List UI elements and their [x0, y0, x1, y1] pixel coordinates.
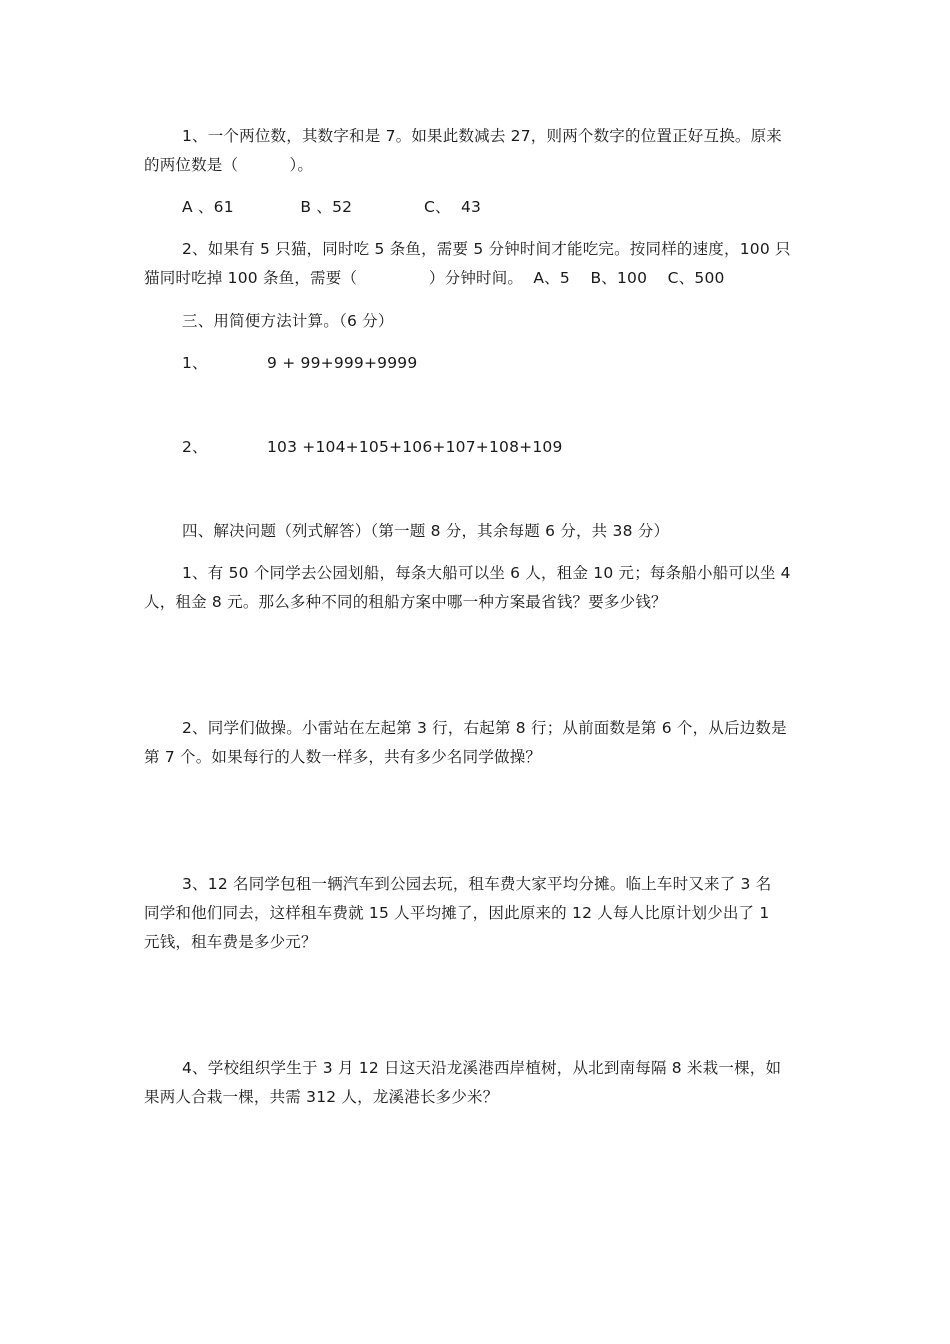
problem-2-line-1: 2、同学们做操。小雷站在左起第 3 行，右起第 8 行；从前面数是第 6 个，从后边数是 [182, 719, 787, 737]
question-1-line-1: 1、一个两位数，其数字和是 7。如果此数减去 27，则两个数字的位置正好互换。原来 [182, 127, 783, 145]
calc-1-number: 1、 [182, 354, 208, 372]
question-2-line-2: 猫同时吃掉 100 条鱼，需要（ ）分钟时间。 A、5 B、100 C、500 [144, 269, 725, 287]
question-2-line-1: 2、如果有 5 只猫，同时吃 5 条鱼，需要 5 分钟时间才能吃完。按同样的速度，100 只 [182, 240, 791, 258]
calc-1-expression: 9 + 99+999+9999 [267, 354, 418, 372]
problem-3-line-1: 3、12 名同学包租一辆汽车到公园去玩，租车费大家平均分摊。临上车时又来了 3 名 [182, 875, 772, 893]
section-4-title: 四、解决问题（列式解答）（第一题 8 分，其余每题 6 分，共 38 分） [182, 522, 670, 540]
question-1-line-2: 的两位数是（ ）。 [144, 156, 314, 174]
problem-3-line-2: 同学和他们同去，这样租车费就 15 人平均摊了，因此原来的 12 人每人比原计划少出了 1 [144, 904, 770, 922]
problem-3-line-3: 元钱，租车费是多少元？ [144, 933, 317, 951]
section-3-title: 三、用简便方法计算。（6 分） [182, 312, 394, 330]
calc-2-expression: 103 +104+105+106+107+108+109 [267, 438, 563, 456]
problem-2-line-2: 第 7 个。如果每行的人数一样多，共有多少名同学做操？ [144, 748, 542, 766]
problem-1-line-2: 人，租金 8 元。那么多种不同的租船方案中哪一种方案最省钱？要多少钱？ [144, 593, 667, 611]
problem-4-line-1: 4、学校组织学生于 3 月 12 日这天沿龙溪港西岸植树，从北到南每隔 8 米栽一棵，如 [182, 1059, 782, 1077]
question-1-options: A 、61 B 、52 C、 43 [182, 198, 482, 216]
calc-2-number: 2、 [182, 438, 208, 456]
problem-4-line-2: 果两人合栽一棵，共需 312 人，龙溪港长多少米？ [144, 1088, 499, 1106]
problem-1-line-1: 1、有 50 个同学去公园划船，每条大船可以坐 6 人，租金 10 元；每条船小船可以坐 4 [182, 564, 791, 582]
